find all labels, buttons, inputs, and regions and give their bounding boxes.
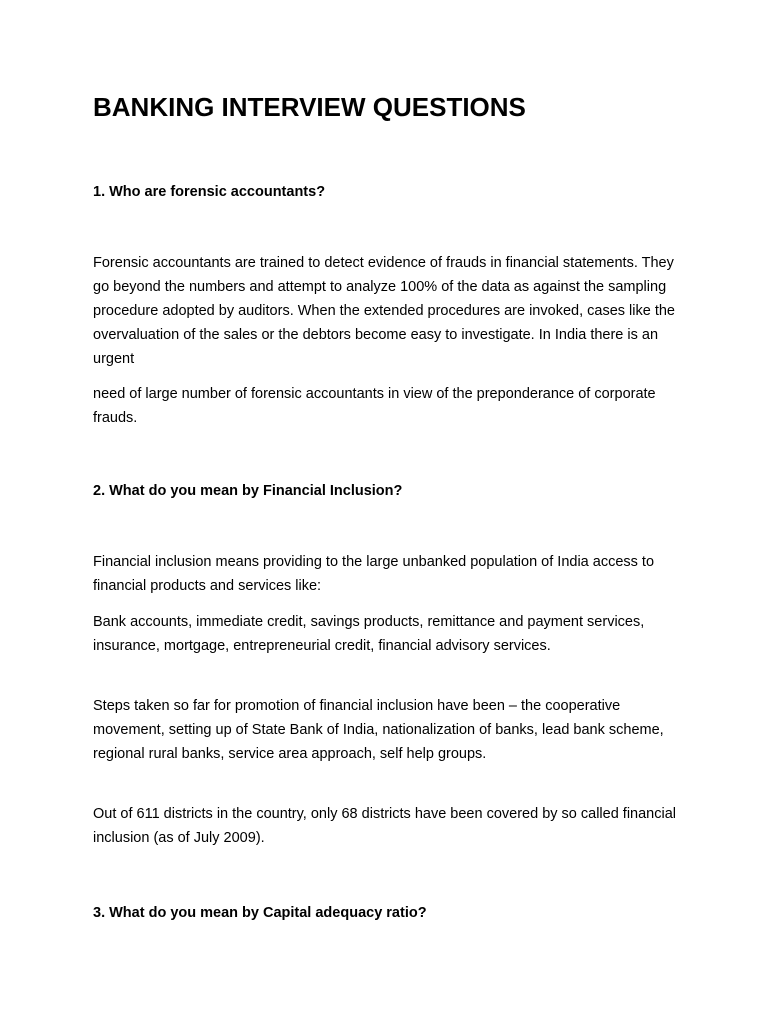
question-1-answer-paragraph-1: Forensic accountants are trained to detect evidence of frauds in financial statements. They go beyond the numbers and attempt to analyze 100% of the data as against the sampling procedure adopted by auditors. When the extended procedures are invoked, cases like the overvaluation of the sales or the debtors become easy to investigate. In India there is an urgent bbox=[93, 255, 675, 367]
question-1-heading: 1. Who are forensic accountants? bbox=[93, 184, 326, 200]
question-2-answer-paragraph-2: Bank accounts, immediate credit, savings products, remittance and payment services, insurance, mortgage, entrepreneurial credit, financial advisory services. bbox=[93, 614, 645, 654]
question-2-answer-paragraph-4: Out of 611 districts in the country, only 68 districts have been covered by so called financial inclusion (as of July 2009). bbox=[93, 806, 676, 846]
question-2-answer-paragraph-1: Financial inclusion means providing to the large unbanked population of India access to financial products and services like: bbox=[93, 554, 655, 594]
question-3-heading: 3. What do you mean by Capital adequacy ratio? bbox=[93, 905, 427, 921]
question-1-answer-paragraph-2: need of large number of forensic accountants in view of the preponderance of corporate frauds. bbox=[93, 386, 656, 426]
document-title: BANKING INTERVIEW QUESTIONS bbox=[93, 92, 526, 122]
question-2-heading: 2. What do you mean by Financial Inclusion? bbox=[93, 483, 403, 499]
question-2-answer-paragraph-3: Steps taken so far for promotion of financial inclusion have been – the cooperative movement, setting up of State Bank of India, nationalization of banks, lead bank scheme, regional rural banks, service area approach, self help groups. bbox=[93, 698, 664, 762]
